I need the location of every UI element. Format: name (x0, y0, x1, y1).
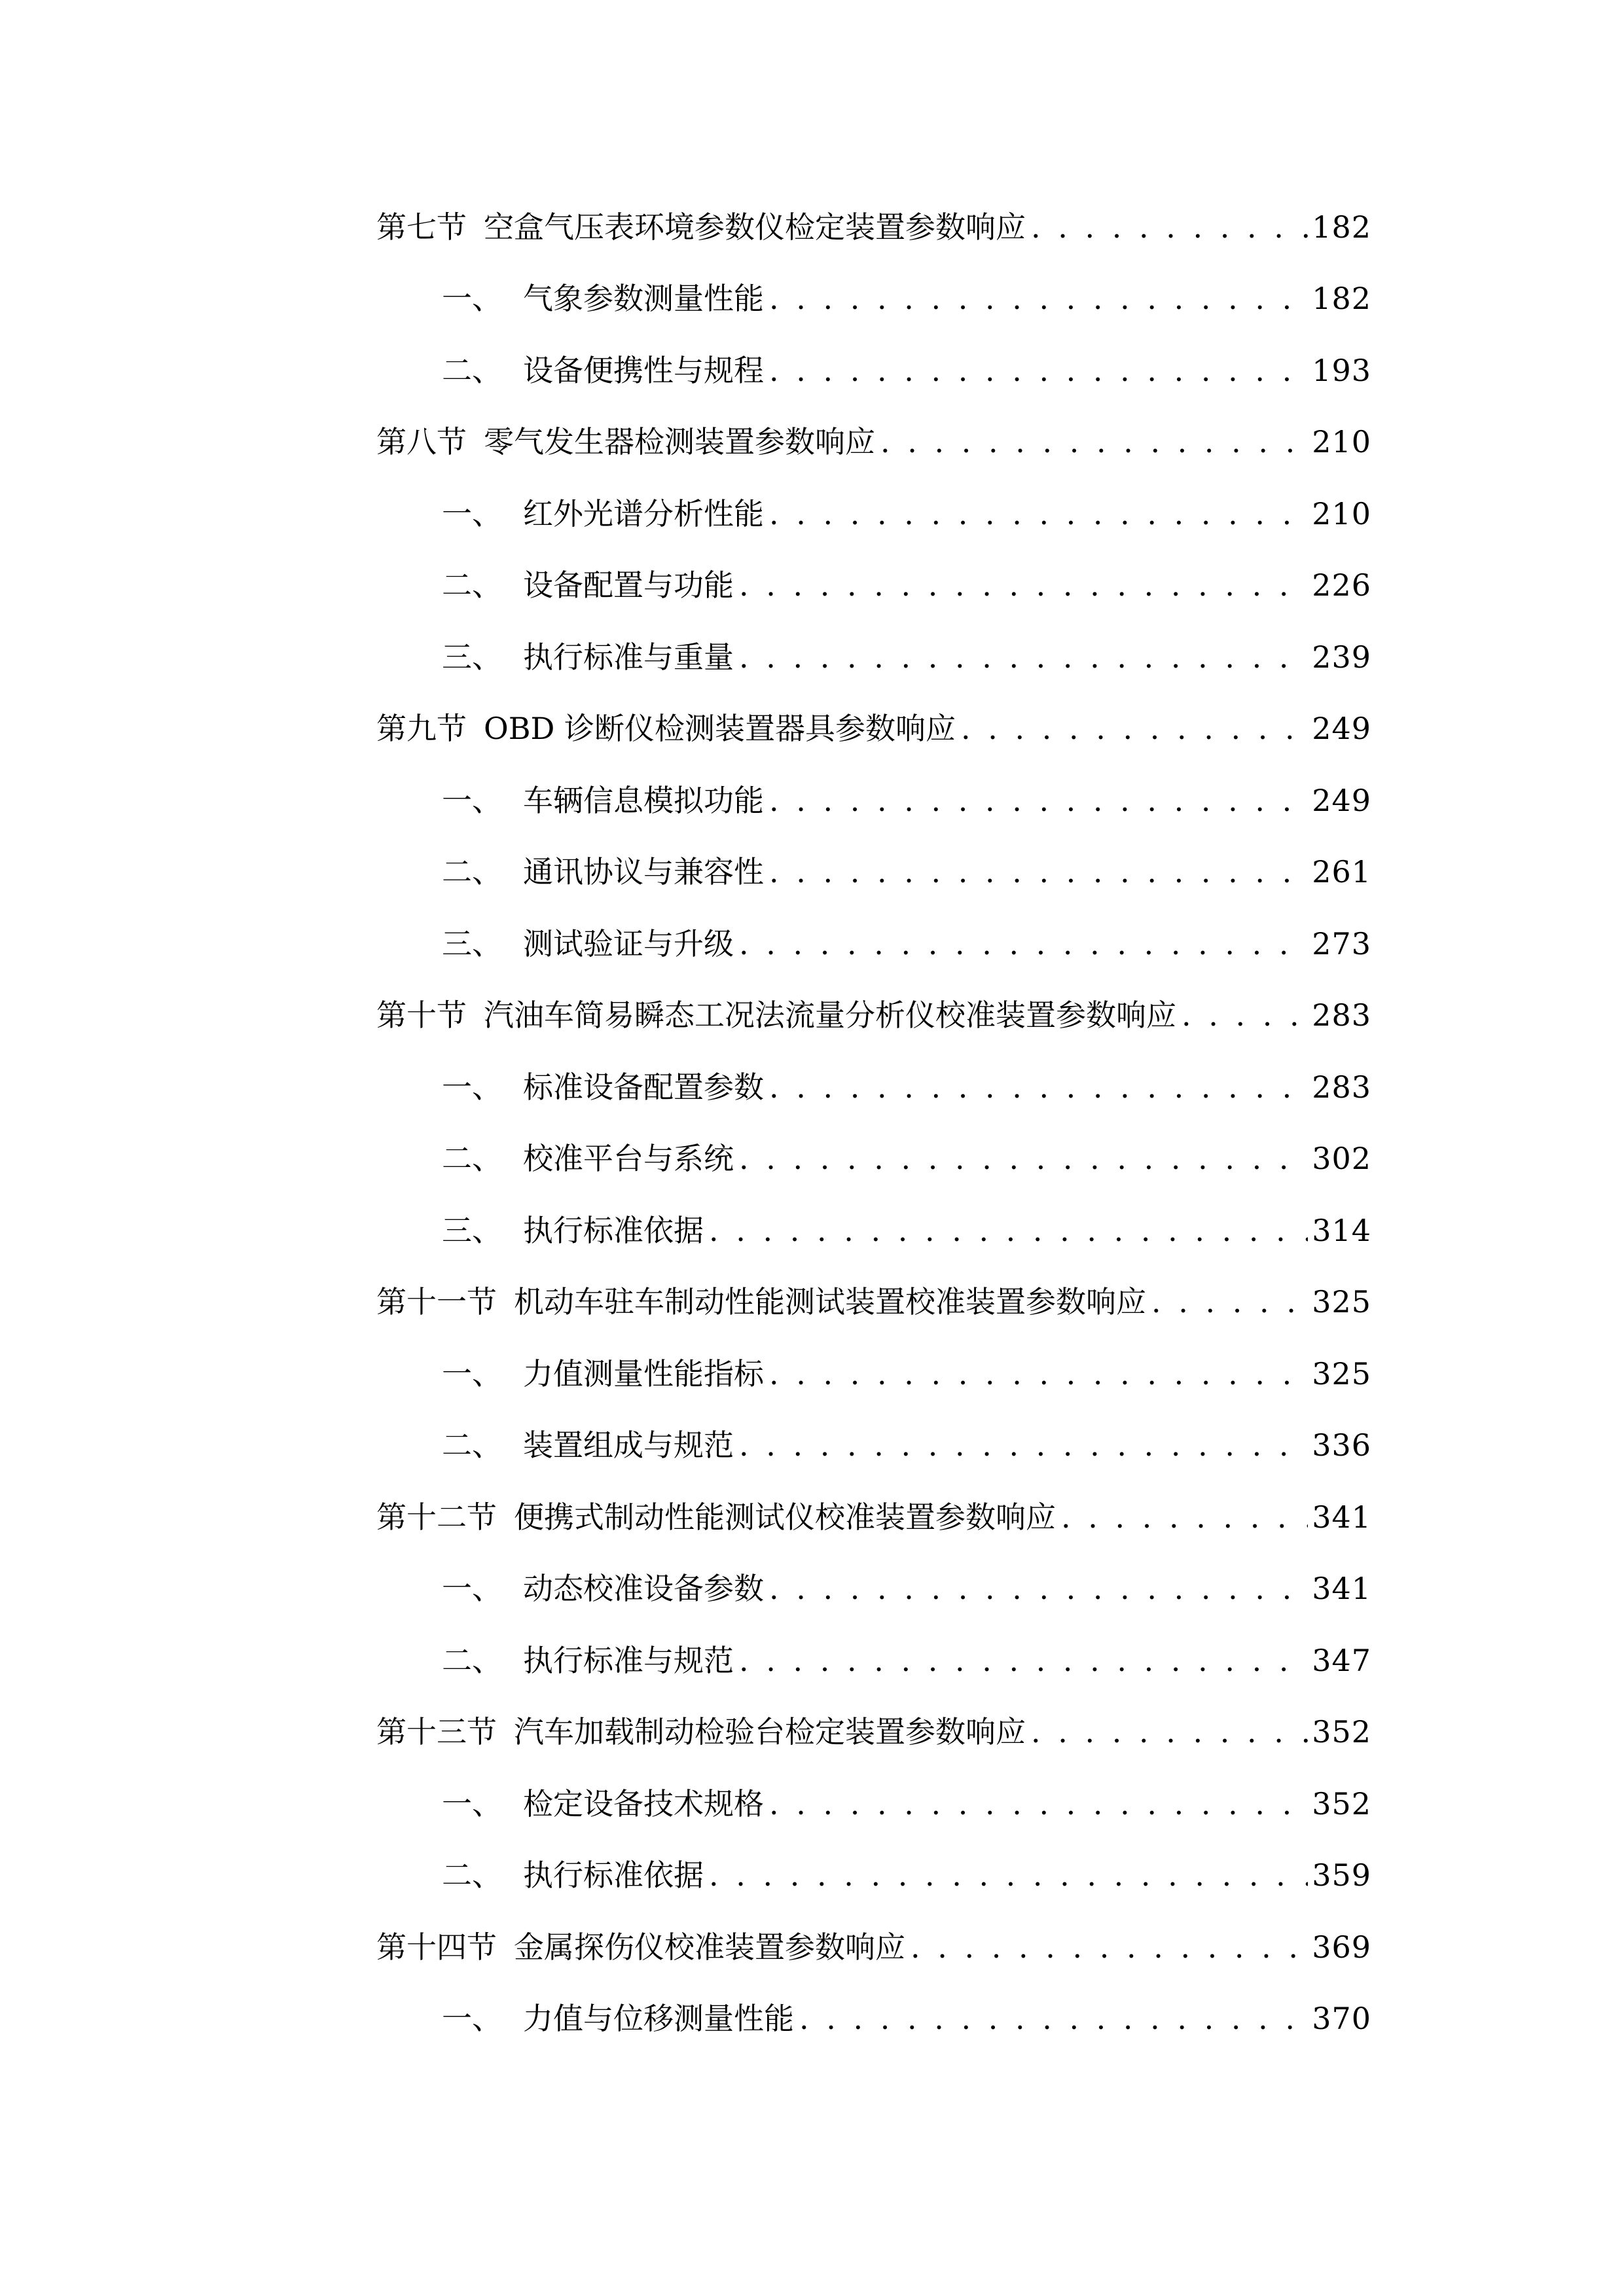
toc-dot-leader (880, 427, 1308, 457)
toc-entry-number: 一、 (442, 495, 502, 531)
toc-entry-title: 金属探伤仪校准装置参数响应 (514, 1929, 905, 1965)
toc-dot-leader (799, 2003, 1308, 2034)
toc-entry-number: 二、 (442, 567, 502, 603)
toc-entry-title: 检定设备技术规格 (523, 1785, 764, 1821)
toc-entry-number: 第十一节 (376, 1284, 497, 1320)
toc-subsection-entry[interactable] (376, 1410, 1371, 1482)
toc-dot-leader (739, 1645, 1308, 1676)
toc-entry-title: 执行标准依据 (523, 1857, 704, 1893)
toc-entry-number: 一、 (442, 2001, 502, 2037)
toc-entry-page-number: 239 (1312, 639, 1371, 675)
toc-entry-number: 第十节 (376, 997, 467, 1033)
toc-entry-number: 二、 (442, 1642, 502, 1678)
toc-dot-leader (769, 1359, 1308, 1389)
toc-section-entry[interactable] (376, 1266, 1371, 1338)
toc-entry-title: 空盒气压表环境参数仪检定装置参数响应 (484, 209, 1026, 245)
toc-dot-leader (769, 283, 1308, 314)
toc-entry-number: 三、 (442, 639, 502, 675)
toc-entry-page-number: 336 (1312, 1427, 1371, 1463)
toc-entry-number: 一、 (442, 1785, 502, 1821)
toc-entry-page-number: 283 (1312, 997, 1371, 1033)
toc-entry-title: 设备便携性与规程 (523, 352, 764, 388)
toc-dot-leader (769, 499, 1308, 529)
toc-entry-page-number: 283 (1312, 1069, 1371, 1105)
toc-section-entry[interactable] (376, 1481, 1371, 1553)
toc-entry-number: 第十四节 (376, 1929, 497, 1965)
toc-entry-title: 气象参数测量性能 (523, 281, 764, 317)
toc-subsection-entry[interactable] (376, 1624, 1371, 1696)
toc-entry-title: 校准平台与系统 (523, 1141, 734, 1177)
toc-dot-leader (1182, 1000, 1308, 1030)
toc-entry-number: 第十二节 (376, 1499, 497, 1535)
toc-entry-title: 动态校准设备参数 (523, 1571, 764, 1607)
toc-entry-number: 二、 (442, 1857, 502, 1893)
toc-entry-title: 零气发生器检测装置参数响应 (484, 424, 875, 460)
toc-entry-title: 通讯协议与兼容性 (523, 854, 764, 890)
toc-entry-page-number: 193 (1312, 352, 1371, 388)
toc-entry-title: 执行标准依据 (523, 1212, 704, 1248)
toc-entry-page-number: 210 (1312, 424, 1371, 460)
toc-entry-page-number: 182 (1312, 209, 1371, 245)
toc-entry-title: 车辆信息模拟功能 (523, 782, 764, 818)
toc-entry-page-number: 210 (1312, 495, 1371, 531)
toc-dot-leader (1031, 1717, 1308, 1747)
toc-dot-leader (739, 570, 1308, 600)
toc-entry-title: 机动车驻车制动性能测试装置校准装置参数响应 (514, 1284, 1146, 1320)
toc-entry-number: 一、 (442, 1355, 502, 1391)
toc-entry-number: 二、 (442, 854, 502, 890)
toc-entry-number: 第七节 (376, 209, 467, 245)
toc-section-entry[interactable] (376, 980, 1371, 1052)
toc-entry-title: 红外光谱分析性能 (523, 495, 764, 531)
toc-entry-page-number: 369 (1312, 1929, 1371, 1965)
toc-subsection-entry[interactable] (376, 550, 1371, 622)
toc-dot-leader (709, 1860, 1308, 1890)
toc-entry-title: 测试验证与升级 (523, 925, 734, 961)
toc-entry-page-number: 325 (1312, 1355, 1371, 1391)
toc-entry-title: 标准设备配置参数 (523, 1069, 764, 1105)
toc-entry-title: 装置组成与规范 (523, 1427, 734, 1463)
toc-dot-leader (769, 785, 1308, 816)
toc-entry-number: 三、 (442, 1212, 502, 1248)
toc-dot-leader (1151, 1287, 1308, 1317)
toc-dot-leader (739, 929, 1308, 959)
toc-entry-title: 汽车加载制动检验台检定装置参数响应 (514, 1714, 1026, 1750)
toc-dot-leader (739, 642, 1308, 672)
toc-entry-page-number: 352 (1312, 1714, 1371, 1750)
toc-entry-page-number: 352 (1312, 1785, 1371, 1821)
toc-entry-number: 第九节 (376, 711, 467, 747)
toc-dot-leader (769, 1072, 1308, 1102)
toc-subsection-entry[interactable] (376, 1051, 1371, 1123)
toc-entry-page-number: 370 (1312, 2001, 1371, 2037)
toc-subsection-entry[interactable] (376, 1768, 1371, 1840)
toc-dot-leader (911, 1932, 1308, 1962)
toc-subsection-entry[interactable] (376, 764, 1371, 836)
toc-dot-leader (769, 857, 1308, 887)
toc-entry-number: 一、 (442, 1571, 502, 1607)
toc-dot-leader (1031, 212, 1308, 242)
toc-entry-title: 汽油车简易瞬态工况法流量分析仪校准装置参数响应 (484, 997, 1176, 1033)
toc-section-entry[interactable] (376, 1911, 1371, 1983)
toc-subsection-entry[interactable] (376, 1983, 1371, 2055)
toc-section-entry[interactable] (376, 406, 1371, 478)
toc-subsection-entry[interactable] (376, 1194, 1371, 1266)
toc-dot-leader (769, 1573, 1308, 1604)
toc-entry-title: 力值测量性能指标 (523, 1355, 764, 1391)
toc-entry-number: 三、 (442, 925, 502, 961)
toc-dot-leader (1061, 1502, 1308, 1532)
toc-entry-page-number: 273 (1312, 925, 1371, 961)
toc-entry-page-number: 341 (1312, 1571, 1371, 1607)
toc-entry-page-number: 182 (1312, 281, 1371, 317)
toc-dot-leader (739, 1143, 1308, 1174)
toc-section-entry[interactable] (376, 693, 1371, 765)
toc-entry-number: 二、 (442, 1427, 502, 1463)
toc-entry-page-number: 314 (1312, 1212, 1371, 1248)
toc-entry-number: 第十三节 (376, 1714, 497, 1750)
toc-entry-title: 便携式制动性能测试仪校准装置参数响应 (514, 1499, 1056, 1535)
toc-section-entry[interactable] (376, 1696, 1371, 1768)
toc-entry-page-number: 261 (1312, 854, 1371, 890)
toc-entry-page-number: 341 (1312, 1499, 1371, 1535)
toc-dot-leader (709, 1215, 1308, 1246)
toc-entry-page-number: 226 (1312, 567, 1371, 603)
toc-subsection-entry[interactable] (376, 1840, 1371, 1912)
toc-subsection-entry[interactable] (376, 1123, 1371, 1195)
toc-entry-number: 一、 (442, 281, 502, 317)
toc-entry-page-number: 325 (1312, 1284, 1371, 1320)
toc-entry-page-number: 249 (1312, 782, 1371, 818)
toc-entry-number: 二、 (442, 1141, 502, 1177)
toc-dot-leader (739, 1430, 1308, 1460)
toc-entry-page-number: 302 (1312, 1141, 1371, 1177)
toc-subsection-entry[interactable] (376, 621, 1371, 693)
toc-dot-leader (769, 1789, 1308, 1819)
toc-subsection-entry[interactable] (376, 263, 1371, 335)
toc-subsection-entry[interactable] (376, 1553, 1371, 1625)
toc-entry-title: 执行标准与规范 (523, 1642, 734, 1678)
toc-entry-title: 执行标准与重量 (523, 639, 734, 675)
toc-subsection-entry[interactable] (376, 908, 1371, 980)
toc-entry-title: OBD 诊断仪检测装置器具参数响应 (484, 711, 956, 747)
toc-dot-leader (961, 713, 1308, 744)
toc-section-entry[interactable] (376, 191, 1371, 263)
toc-entry-page-number: 347 (1312, 1642, 1371, 1678)
toc-subsection-entry[interactable] (376, 836, 1371, 908)
toc-entry-number: 第八节 (376, 424, 467, 460)
toc-entry-number: 一、 (442, 1069, 502, 1105)
toc-subsection-entry[interactable] (376, 1338, 1371, 1410)
toc-subsection-entry[interactable] (376, 334, 1371, 406)
toc-entry-number: 一、 (442, 782, 502, 818)
toc-entry-title: 力值与位移测量性能 (523, 2001, 794, 2037)
toc-entry-number: 二、 (442, 352, 502, 388)
toc-dot-leader (769, 355, 1308, 386)
toc-entry-title: 设备配置与功能 (523, 567, 734, 603)
toc-entry-page-number: 359 (1312, 1857, 1371, 1893)
table-of-contents (376, 191, 1371, 2054)
toc-entry-page-number: 249 (1312, 711, 1371, 747)
toc-subsection-entry[interactable] (376, 478, 1371, 550)
